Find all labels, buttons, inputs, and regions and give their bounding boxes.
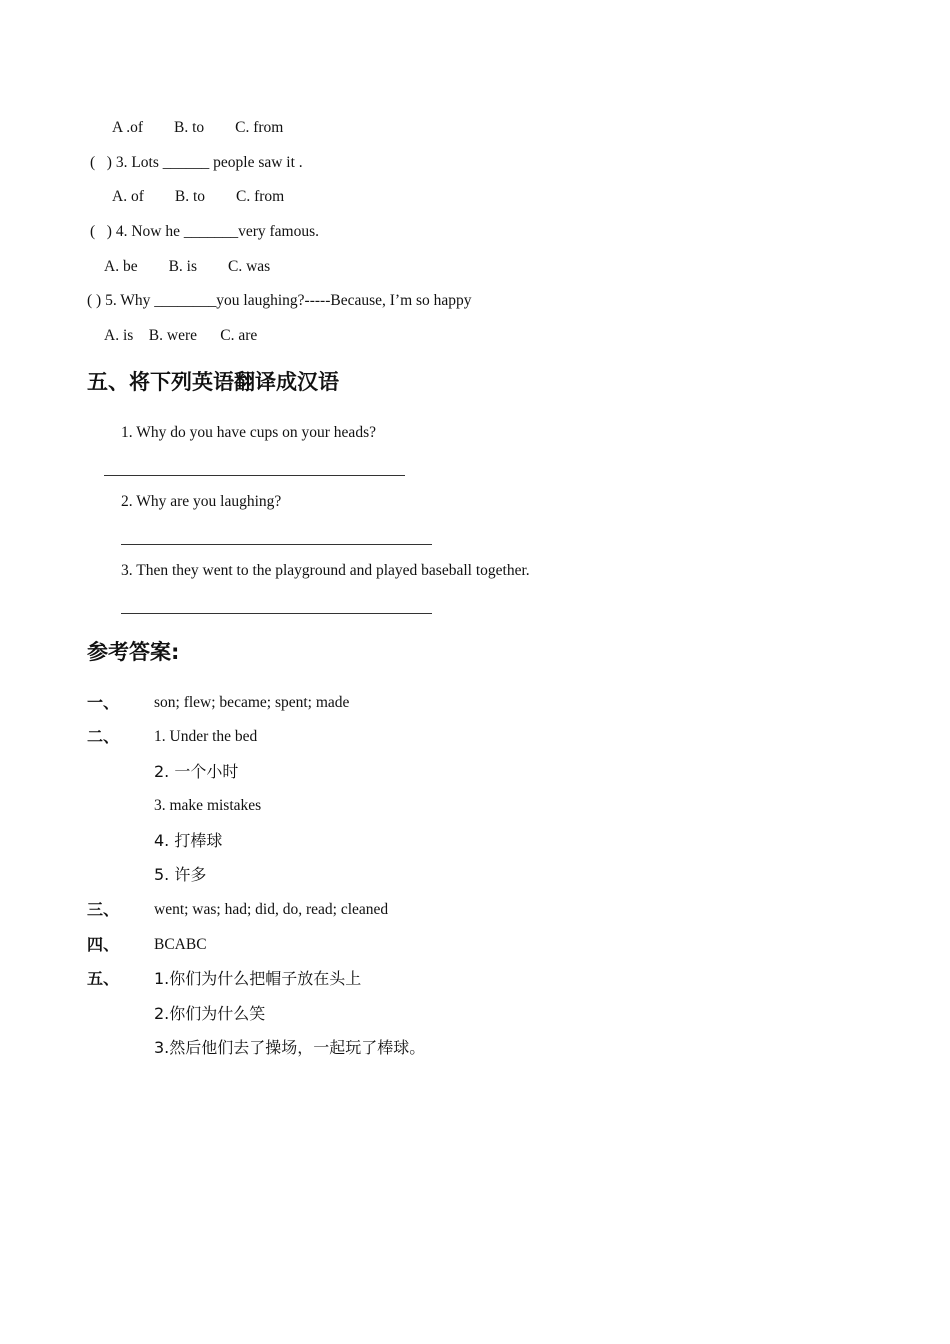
answers-heading: 参考答案: xyxy=(87,640,180,664)
answer-label-3: 三、 xyxy=(87,900,120,919)
answer-text-4: BCABC xyxy=(154,936,207,953)
q5-stem: ( ) 5. Why ________you laughing?-----Because, I’m so happy xyxy=(87,292,472,309)
section5-item-2: 2. Why are you laughing? xyxy=(121,493,282,510)
answer-label-2: 二、 xyxy=(87,727,120,746)
q3-stem: ( ) 3. Lots ______ people saw it . xyxy=(90,154,303,171)
answer-label-5: 五、 xyxy=(87,969,120,988)
q2-options: A .of B. to C. from xyxy=(112,119,284,136)
q3-options: A. of B. to C. from xyxy=(112,188,285,205)
answer-2-item-2: 2. 一个小时 xyxy=(154,762,239,781)
section5-heading: 五、将下列英语翻译成汉语 xyxy=(87,370,339,394)
answer-label-4: 四、 xyxy=(87,935,120,954)
answer-5-item-3: 3.然后他们去了操场，一起玩了棒球。 xyxy=(154,1038,426,1057)
answer-2-item-5: 5. 许多 xyxy=(154,865,207,884)
answer-2-item-4: 4. 打棒球 xyxy=(154,831,223,850)
q4-stem: ( ) 4. Now he _______very famous. xyxy=(90,223,320,240)
section5-item-3: 3. Then they went to the playground and played baseball together. xyxy=(121,562,530,579)
q5-options: A. is B. were C. are xyxy=(104,327,258,344)
answer-5-item-1: 1.你们为什么把帽子放在头上 xyxy=(154,969,362,988)
answer-line-3 xyxy=(121,613,432,614)
section5-item-1: 1. Why do you have cups on your heads? xyxy=(121,424,376,441)
answer-2-item-1: 1. Under the bed xyxy=(154,728,258,745)
answer-5-item-2: 2.你们为什么笑 xyxy=(154,1004,266,1023)
answer-text-3: went; was; had; did, do, read; cleaned xyxy=(154,901,389,918)
answer-line-2 xyxy=(121,544,432,545)
answer-2-item-3: 3. make mistakes xyxy=(154,797,262,814)
q4-options: A. be B. is C. was xyxy=(104,258,271,275)
answer-line-1 xyxy=(104,475,405,476)
answer-label-1: 一、 xyxy=(87,693,120,712)
answer-text-1: son; flew; became; spent; made xyxy=(154,694,350,711)
